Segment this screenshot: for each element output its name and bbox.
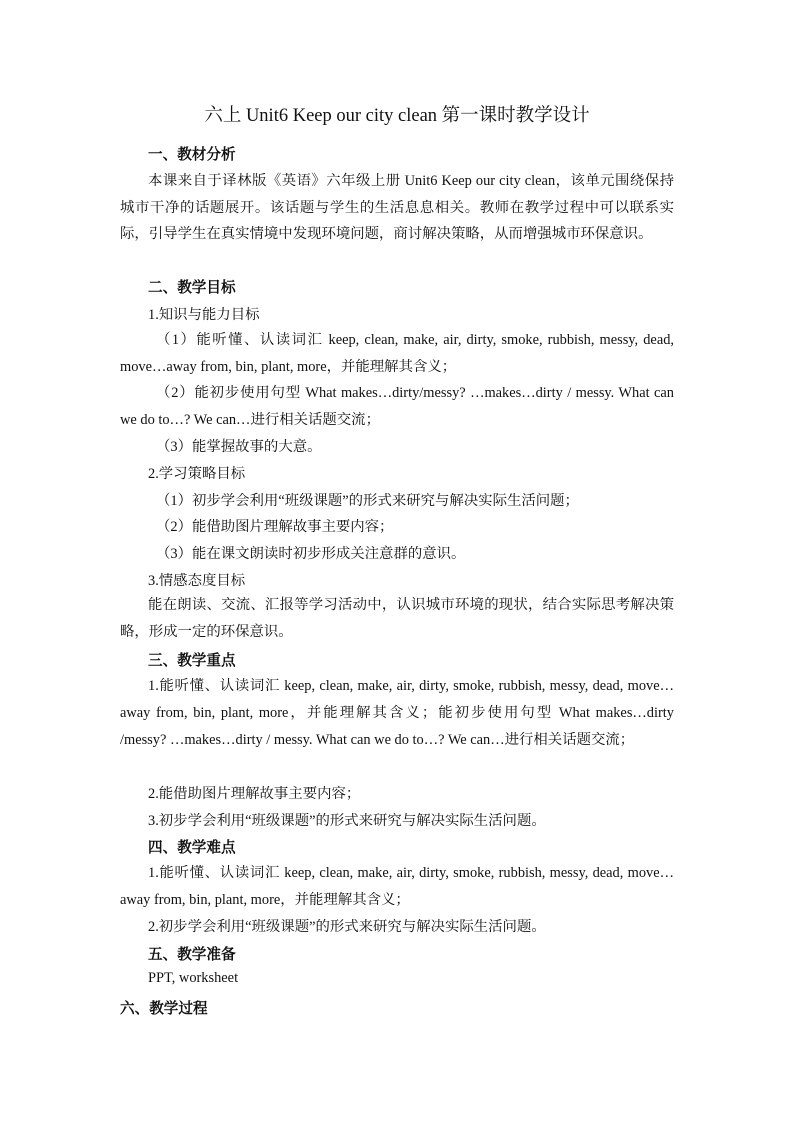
preparation-text: PPT, worksheet xyxy=(148,970,239,986)
difficulty-item-2: 2.初步学会利用“班级课题”的形式来研究与解决实际生活问题。 xyxy=(148,919,546,935)
section-heading-preparation: 五、教学准备 xyxy=(148,947,236,963)
objective-knowledge-heading: 1.知识与能力目标 xyxy=(148,307,260,323)
difficulty-item-1: 1.能听懂、认读词汇 keep, clean, make, air, dirty, smoke, rubbish, messy, dead, move…away from, bin, plant, more，并能理解其含义； xyxy=(120,865,674,908)
section-heading-difficulties: 四、教学难点 xyxy=(148,840,236,856)
key-point-item-1: 1.能听懂、认读词汇 keep, clean, make, air, dirty, smoke, rubbish, messy, dead, move…away from, bin, plant, more，并能理解其含义；能初步使用句型 What makes…dirty /messy? …makes…dirty / messy. What can we do to…? We can…进行相关话题交流； xyxy=(120,678,674,748)
section-heading-analysis: 一、教材分析 xyxy=(148,147,236,163)
key-point-item-3: 3.初步学会利用“班级课题”的形式来研究与解决实际生活问题。 xyxy=(148,813,546,829)
objective-knowledge-item-3: （3）能掌握故事的大意。 xyxy=(156,439,322,455)
objective-knowledge-item-2: （2）能初步使用句型 What makes…dirty/messy? …makes…dirty / messy. What can we do to…? We can…进行相关话题交流； xyxy=(120,385,674,428)
objective-attitude-heading: 3.情感态度目标 xyxy=(148,573,246,589)
objective-knowledge-item-1: （1）能听懂、认读词汇 keep, clean, make, air, dirty, smoke, rubbish, messy, dead, move…away from, bin, plant, more，并能理解其含义； xyxy=(120,332,674,375)
objective-strategy-item-3: （3）能在课文朗读时初步形成关注意群的意识。 xyxy=(156,546,466,562)
section-heading-process: 六、教学过程 xyxy=(120,1001,208,1017)
section-heading-key-points: 三、教学重点 xyxy=(148,653,236,669)
analysis-paragraph: 本课来自于译林版《英语》六年级上册 Unit6 Keep our city clean，该单元围绕保持城市干净的话题展开。该话题与学生的生活息息相关。教师在教学过程中可以联系实际，引导学生在真实情境中发现环境问题，商讨解决策略，从而增强城市环保意识。 xyxy=(120,173,674,242)
key-point-item-2: 2.能借助图片理解故事主要内容； xyxy=(148,786,361,802)
document-title: 六上 Unit6 Keep our city clean 第一课时教学设计 xyxy=(204,106,590,126)
section-heading-objectives: 二、教学目标 xyxy=(148,280,236,296)
objective-attitude-paragraph: 能在朗读、交流、汇报等学习活动中，认识城市环境的现状，结合实际思考解决策略，形成一定的环保意识。 xyxy=(120,597,674,640)
objective-strategy-item-2: （2）能借助图片理解故事主要内容； xyxy=(156,519,394,535)
objective-strategy-heading: 2.学习策略目标 xyxy=(148,466,246,482)
objective-strategy-item-1: （1）初步学会利用“班级课题”的形式来研究与解决实际生活问题； xyxy=(156,493,579,509)
